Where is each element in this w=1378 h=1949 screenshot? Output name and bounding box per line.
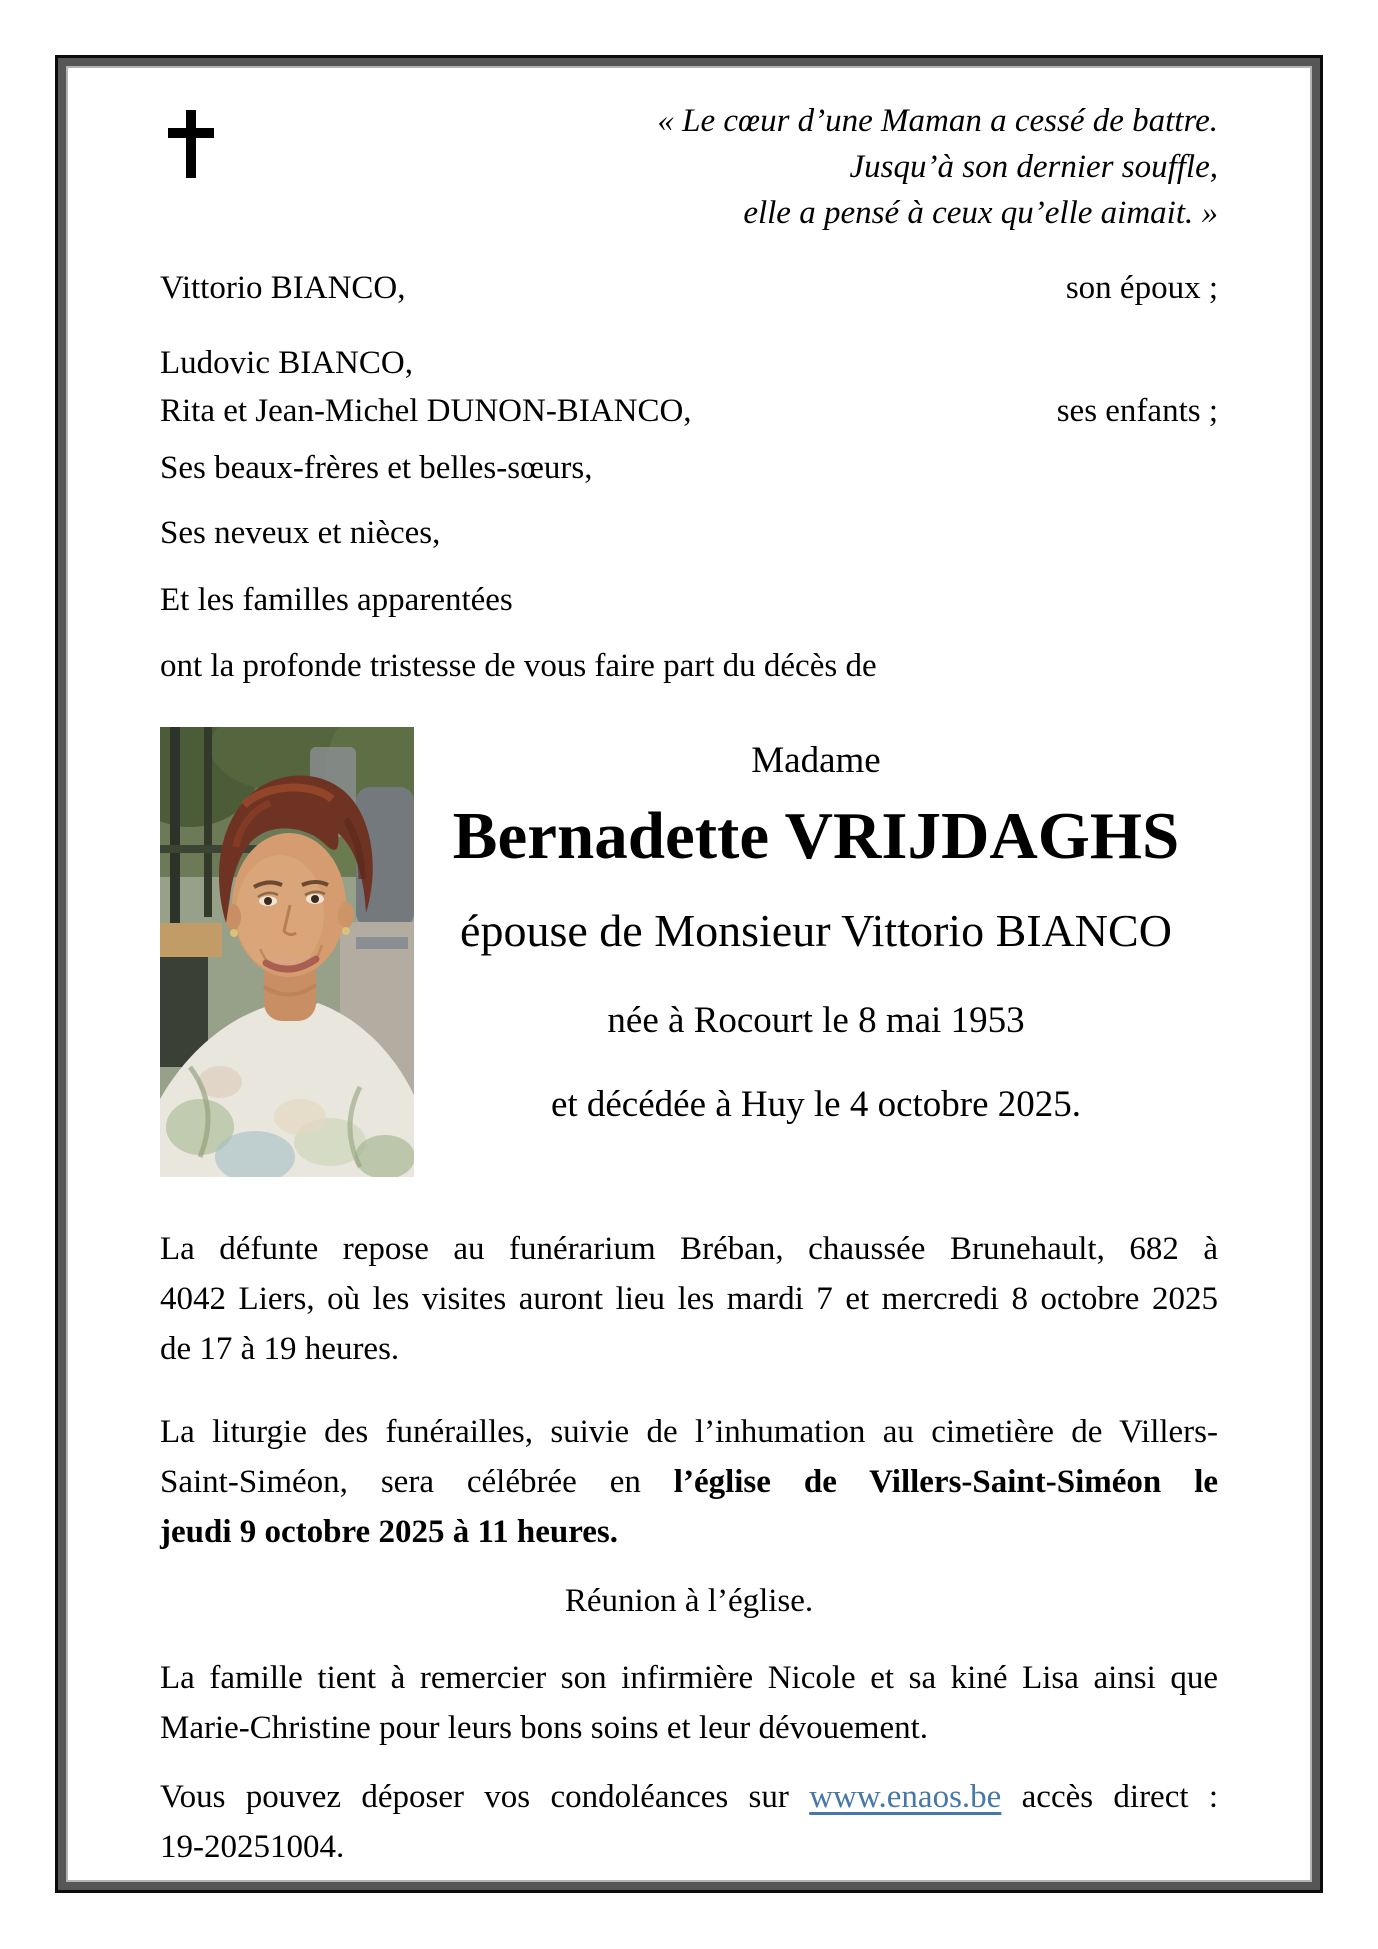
repose-line: La défunte repose au funérarium Bréban, chaussée Brunehault, 682 à xyxy=(160,1231,1218,1267)
mourners-list xyxy=(160,264,1218,624)
condolences-reference: 19-20251004. xyxy=(160,1829,345,1865)
liturgy-line: La liturgie des funérailles, suivie de l’inhumation au cimetière de Villers- xyxy=(160,1414,1218,1450)
condolences-line: Vous pouvez déposer vos condoléances sur www.enaos.be accès direct : xyxy=(160,1779,1219,1815)
memorial-quote xyxy=(657,98,1218,236)
deceased-titles xyxy=(414,727,1218,1177)
spouse-line: épouse de Monsieur Vittorio BIANCO xyxy=(460,905,1172,956)
thanks-line: Marie-Christine pour leurs bons soins et leur dévouement. xyxy=(160,1710,929,1746)
enaos-link[interactable]: www.enaos.be xyxy=(809,1779,1002,1815)
memorial-card-content xyxy=(66,66,1312,1882)
death-line: et décédée à Huy le 4 octobre 2025. xyxy=(550,1084,1082,1125)
birth-line: née à Rocourt le 8 mai 1953 xyxy=(607,1000,1025,1041)
liturgy-paragraph xyxy=(160,1407,1218,1557)
liturgy-bold-text: l’église de Villers-Saint-Siméon le xyxy=(673,1464,1219,1500)
quote-line: « Le cœur d’une Maman a cessé de battre. xyxy=(657,103,1218,139)
mourner-row xyxy=(160,264,1218,312)
mourner-name: Ses beaux-frères et belles-sœurs, xyxy=(160,450,593,486)
deceased-name: Bernadette VRIJDAGHS xyxy=(452,799,1180,873)
thanks-paragraph xyxy=(160,1653,1218,1753)
mourner-relation: ses enfants ; xyxy=(1056,393,1218,429)
liturgy-bold-text: jeudi 9 octobre 2025 à 11 heures. xyxy=(160,1514,619,1550)
liturgy-line: Saint-Siméon, sera célébrée en l’église de Villers-Saint-Siméon le xyxy=(160,1464,1219,1500)
portrait-photo xyxy=(160,727,414,1177)
memorial-frame-band xyxy=(58,58,1320,1890)
reunion-line: Réunion à l’église. xyxy=(564,1583,814,1619)
mourner-relation: son époux ; xyxy=(1065,270,1218,306)
mourner-name: Rita et Jean-Michel DUNON-BIANCO, xyxy=(160,393,692,429)
memorial-frame xyxy=(55,55,1323,1893)
thanks-line: La famille tient à remercier son infirmière Nicole et sa kiné Lisa ainsi que xyxy=(160,1660,1218,1696)
deceased-honorific: Madame xyxy=(751,740,881,781)
header xyxy=(160,103,1218,236)
mourner-name: Et les familles apparentées xyxy=(160,582,513,618)
quote-line: Jusqu’à son dernier souffle, xyxy=(849,149,1218,185)
death-announcement-line: ont la profonde tristesse de vous faire part du décès de xyxy=(160,648,877,684)
repose-line: de 17 à 19 heures. xyxy=(160,1331,400,1367)
liturgy-line xyxy=(160,1507,1218,1557)
mourner-row xyxy=(160,444,1218,492)
repose-line: 4042 Liers, où les visites auront lieu les mardi 7 et mercredi 8 octobre 2025 xyxy=(160,1281,1218,1317)
cross-icon xyxy=(168,110,214,178)
deceased-section xyxy=(160,727,1218,1177)
portrait-illustration xyxy=(160,727,414,1177)
condolences-paragraph xyxy=(160,1772,1218,1872)
mourner-row xyxy=(160,387,1218,435)
mourner-row xyxy=(160,509,1218,557)
mourner-row xyxy=(160,339,1218,387)
quote-line: elle a pensé à ceux qu’elle aimait. » xyxy=(743,195,1218,231)
mourner-name: Vittorio BIANCO, xyxy=(160,270,406,306)
mourner-name: Ludovic BIANCO, xyxy=(160,345,413,381)
repose-paragraph xyxy=(160,1224,1218,1374)
mourner-row xyxy=(160,576,1218,624)
mourner-name: Ses neveux et nièces, xyxy=(160,515,441,551)
